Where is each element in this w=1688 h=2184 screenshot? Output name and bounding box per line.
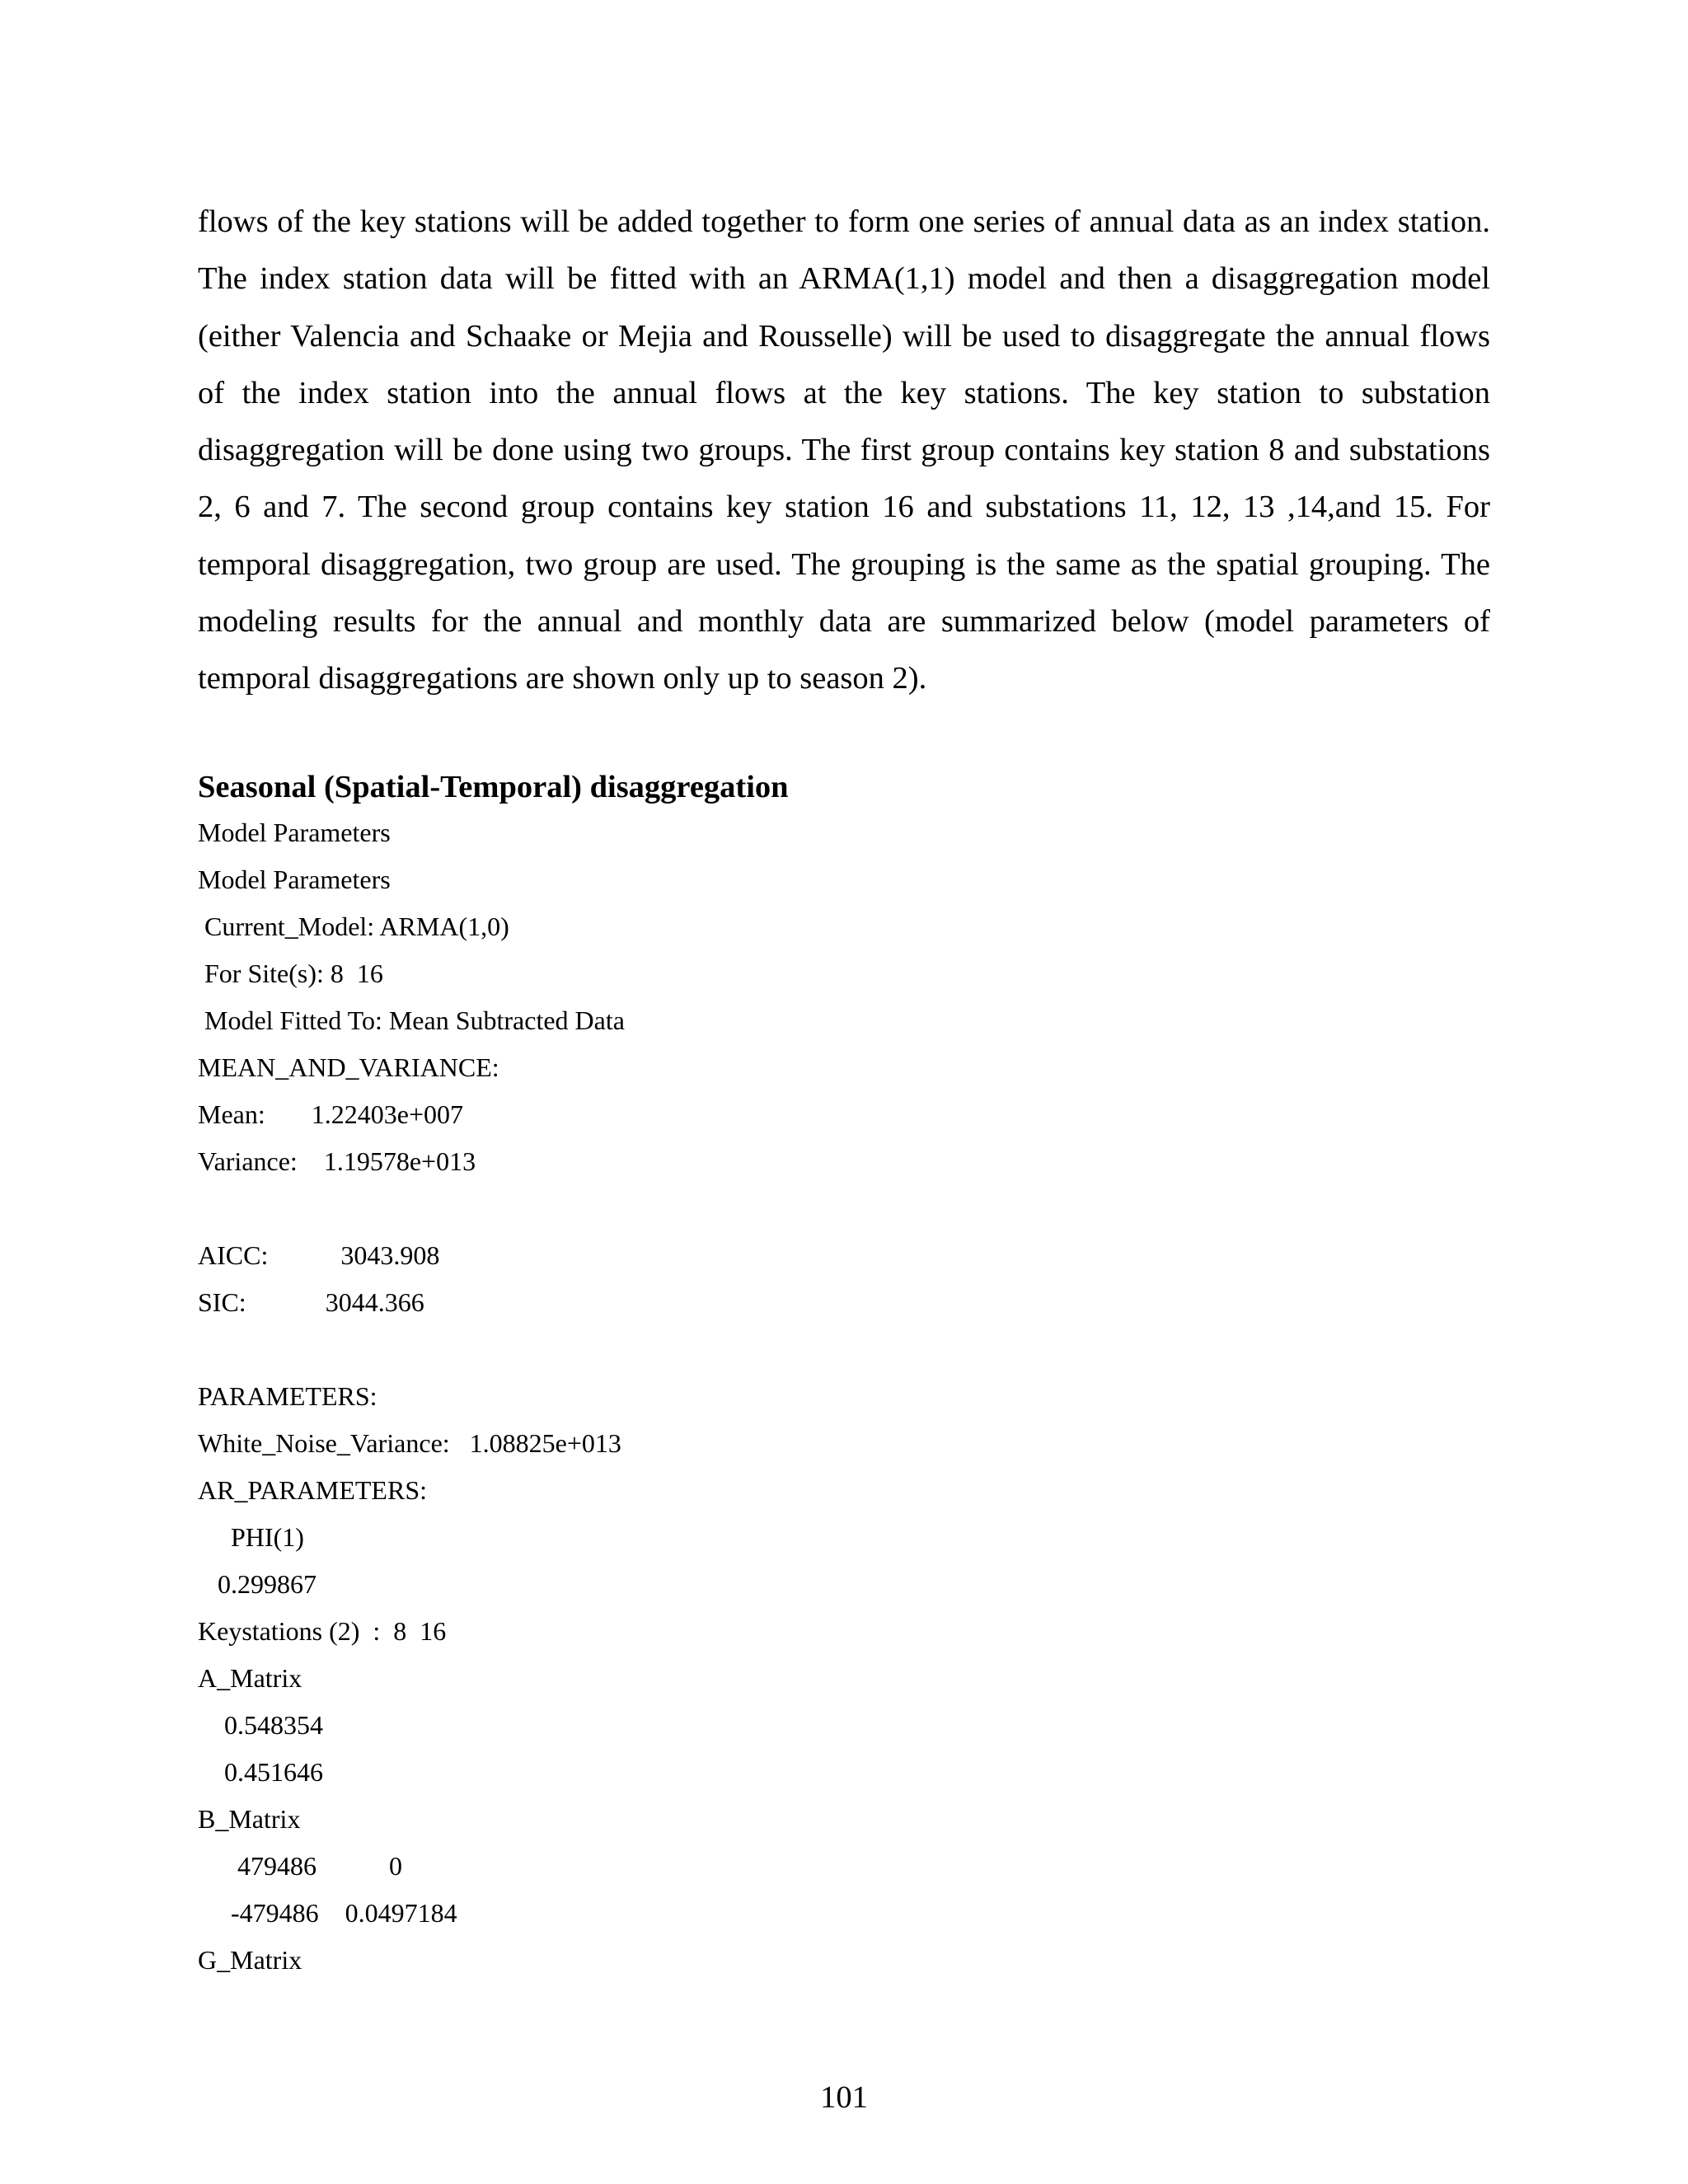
keystations-line: Keystations (2) : 8 16: [198, 1616, 447, 1646]
section-heading: Seasonal (Spatial-Temporal) disaggregation: [198, 770, 789, 804]
page-number: 101: [820, 2080, 868, 2115]
a-matrix-row: 0.451646: [198, 1757, 323, 1787]
white-noise-variance-line: White_Noise_Variance: 1.08825e+013: [198, 1428, 621, 1458]
model-parameters-label: Model Parameters: [198, 818, 391, 847]
ar-parameters-header: AR_PARAMETERS:: [198, 1475, 427, 1505]
aicc-line: AICC: 3043.908: [198, 1240, 440, 1270]
model-fitted-to-line: Model Fitted To: Mean Subtracted Data: [198, 1005, 625, 1035]
model-parameters-label-2: Model Parameters: [198, 865, 391, 894]
phi-label: PHI(1): [198, 1522, 304, 1552]
a-matrix-row: 0.548354: [198, 1710, 323, 1740]
mean-and-variance-header: MEAN_AND_VARIANCE:: [198, 1052, 499, 1082]
current-model-line: Current_Model: ARMA(1,0): [198, 912, 509, 941]
b-matrix-row: 479486 0: [198, 1851, 402, 1881]
b-matrix-label: B_Matrix: [198, 1804, 301, 1834]
a-matrix-label: A_Matrix: [198, 1663, 302, 1693]
parameters-header: PARAMETERS:: [198, 1381, 377, 1411]
body-paragraph: flows of the key stations will be added together to form one series of annual data as an index station. The index station data will be fitted with an ARMA(1,1) model and then a disaggregation model (either Valencia and Schaake or Mejia and Rousselle) will be used to disaggregate the annual flows of the index station into the annual flows at the key stations. The key station to substation disaggregation will be done using two groups. The first group contains key station 8 and substations 2, 6 and 7. The second group contains key station 16 and substations 11, 12, 13 ,14,and 15. For temporal disaggregation, two group are used. The grouping is the same as the spatial grouping. The modeling results for the annual and monthly data are summarized below (model parameters of temporal disaggregations are shown only up to season 2).: [198, 204, 1490, 696]
phi-value: 0.299867: [198, 1569, 316, 1599]
sic-line: SIC: 3044.366: [198, 1287, 424, 1317]
g-matrix-label: G_Matrix: [198, 1945, 302, 1975]
for-sites-line: For Site(s): 8 16: [198, 958, 383, 988]
variance-line: Variance: 1.19578e+013: [198, 1146, 476, 1176]
mean-line: Mean: 1.22403e+007: [198, 1099, 463, 1129]
b-matrix-row: -479486 0.0497184: [198, 1898, 457, 1928]
